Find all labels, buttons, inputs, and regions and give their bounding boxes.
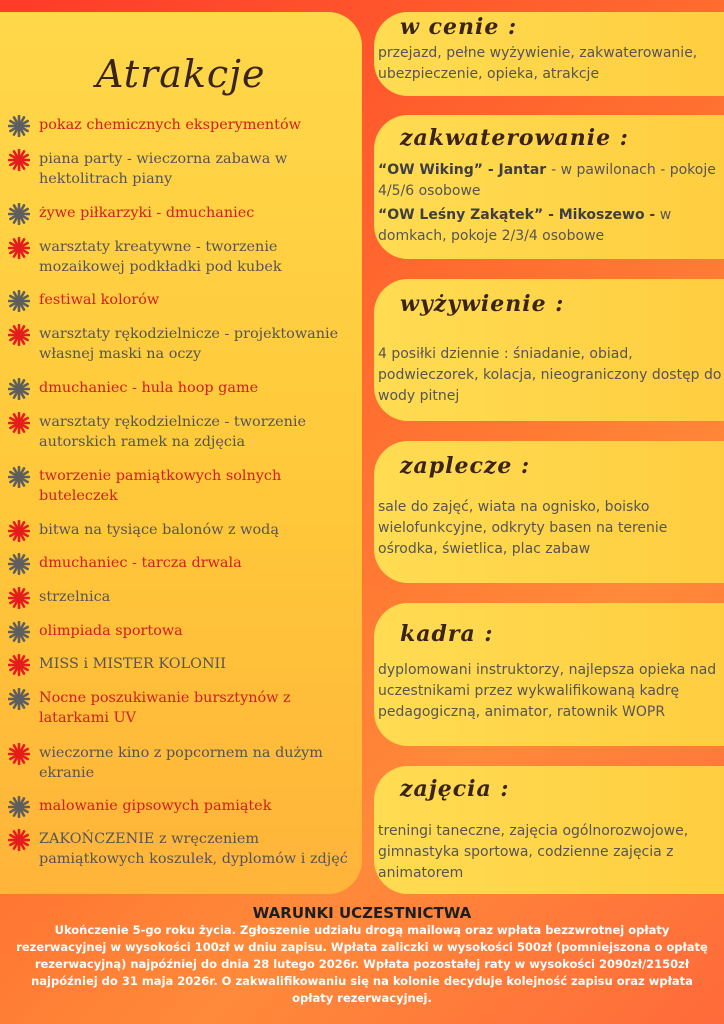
facilities-body: sale do zajęć, wiata na ognisko, boisko wielofunkcyjne, odkryty basen na terenie ośrodka, świetlica, plac zabaw [378,499,668,557]
price-heading: w cenie : [400,14,518,40]
attractions-title: Atrakcje [96,52,266,96]
gray-burst-icon [8,796,30,818]
item-text: żywe piłkarzyki - dmuchaniec [39,205,255,221]
item-text: wieczorne kino z popcornem na dużym ekranie [39,745,323,781]
item-text: piana party - wieczorna zabawa w hektolitrach piany [39,151,288,187]
activities-heading: zajęcia : [400,776,510,802]
item-text: ZAKOŃCZENIE z wręczeniem pamiątkowych koszulek, dyplomów i zdjęć [39,831,348,867]
attractions-list [0,12,362,894]
red-burst-icon [8,324,30,346]
place-1-name: “OW Wiking” - Jantar [378,162,552,178]
facilities-heading: zaplecze : [400,453,531,479]
staff-card [374,603,724,746]
accommodation-place-2 [378,205,723,247]
food-heading: wyżywienie : [400,291,565,317]
item-text: olimpiada sportowa [39,623,183,639]
conditions-title: WARUNKI UCZESTNICTWA [252,904,472,922]
red-burst-icon [8,654,30,676]
food-card [374,279,724,421]
gray-burst-icon [8,290,30,312]
item-text: warsztaty rękodzielnicze - tworzenie autorskich ramek na zdjęcia [39,414,307,450]
item-text: pokaz chemicznych eksperymentów [39,117,301,133]
price-card [374,12,724,96]
place-1-desc: - w pawilonach - pokoje 4/5/6 osobowe [378,162,716,199]
gray-burst-icon [8,466,30,488]
item-text: malowanie gipsowych pamiątek [39,798,272,814]
activities-card [374,766,724,894]
item-text: warsztaty kreatywne - tworzenie mozaikowej podkładki pod kubek [39,239,282,275]
attractions-panel [0,12,362,894]
conditions-body: Ukończenie 5-go roku życia. Zgłoszenie udziału drogą mailową oraz wpłata bezzwrotnej opłaty rezerwacyjnej w wysokości 100zł w dniu zapisu. Wpłata zaliczki w wysokości 500zł (pomniejszona o opłatę rezerwacyjną) najpóźniej do dnia 28 lutego 2026r. Wpłata pozostałej raty w wysokości 2090zł/2150zł najpóźniej do 31 maja 2026r. O zakwalifikowaniu się na kolonie decyduje kolejność zapisu oraz wpłata opłaty rezerwacyjnej. [16,923,708,1005]
staff-body: dyplomowani instruktorzy, najlepsza opieka nad uczestnikami przez wykwalifikowaną kadrę pedagogiczną, animator, ratownik WOPR [378,662,717,720]
item-text: warsztaty rękodzielnicze - projektowanie własnej maski na oczy [39,326,339,362]
red-burst-icon [8,412,30,434]
accommodation-place-1 [378,160,723,202]
red-burst-icon [8,237,30,259]
item-text: bitwa na tysiące balonów z wodą [39,522,279,538]
place-2-name: “OW Leśny Zakątek” - Mikoszewo - [378,207,656,223]
gray-burst-icon [8,115,30,137]
gray-burst-icon [8,688,30,710]
item-text: Nocne poszukiwanie bursztynów z latarkami UV [39,690,291,726]
accommodation-card [374,115,724,259]
gray-burst-icon [8,553,30,575]
item-text: MISS i MISTER KOLONII [39,656,226,672]
gray-burst-icon [8,621,30,643]
item-text: dmuchaniec - tarcza drwala [39,555,242,571]
food-body: 4 posiłki dziennie : śniadanie, obiad, podwieczorek, kolacja, nieograniczony dostęp do wody pitnej [378,346,722,404]
red-burst-icon [8,743,30,765]
red-burst-icon [8,149,30,171]
facilities-card [374,441,724,583]
red-burst-icon [8,829,30,851]
red-burst-icon [8,520,30,542]
gray-burst-icon [8,203,30,225]
item-text: strzelnica [39,589,111,605]
item-text: festiwal kolorów [39,292,160,308]
price-body: przejazd, pełne wyżywienie, zakwaterowanie, ubezpieczenie, opieka, atrakcje [378,45,698,82]
red-burst-icon [8,587,30,609]
accommodation-heading: zakwaterowanie : [400,125,629,151]
place-2-desc: w domkach, pokoje 2/3/4 osobowe [378,207,672,244]
gray-burst-icon [8,378,30,400]
accommodation-body [378,160,723,247]
item-text: tworzenie pamiątkowych solnych buteleczek [39,468,282,504]
item-text: dmuchaniec - hula hoop game [39,380,259,396]
staff-heading: kadra : [400,621,494,647]
activities-body: treningi taneczne, zajęcia ogólnorozwojowe, gimnastyka sportowa, codzienne zajęcia z animatorem [378,823,689,881]
